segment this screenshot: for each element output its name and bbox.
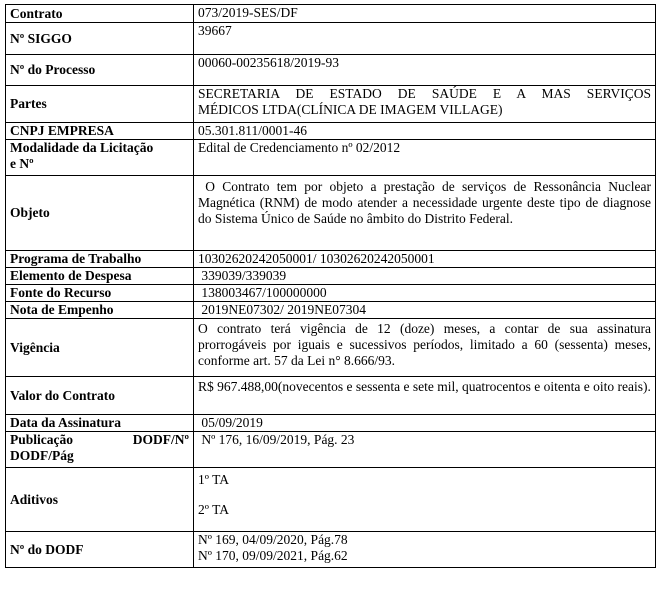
value-fonte: 138003467/100000000 — [194, 285, 656, 302]
label-programa: Programa de Trabalho — [6, 251, 194, 268]
row-publicacao — [6, 432, 656, 468]
label-modalidade — [6, 140, 194, 176]
modalidade-label-line-1: Modalidade da Licitação — [10, 140, 154, 155]
row-assinatura — [6, 415, 656, 432]
label-processo: Nº do Processo — [6, 55, 194, 86]
row-fonte — [6, 285, 656, 302]
label-siggo: Nº SIGGO — [6, 23, 194, 55]
label-empenho: Nota de Empenho — [6, 302, 194, 319]
label-partes: Partes — [6, 86, 194, 123]
value-dodf — [194, 532, 656, 568]
publicacao-label-line-1 — [10, 432, 189, 448]
row-cnpj — [6, 123, 656, 140]
label-assinatura: Data da Assinatura — [6, 415, 194, 432]
label-contrato: Contrato — [6, 5, 194, 23]
label-vigencia: Vigência — [6, 319, 194, 377]
row-elemento — [6, 268, 656, 285]
aditivo-1: 1º TA — [198, 472, 229, 487]
label-aditivos: Aditivos — [6, 468, 194, 532]
value-partes — [194, 86, 656, 123]
publicacao-label-word-2: DODF/Nº — [132, 432, 189, 447]
value-aditivos — [194, 468, 656, 532]
row-aditivos — [6, 468, 656, 532]
label-fonte: Fonte do Recurso — [6, 285, 194, 302]
row-siggo — [6, 23, 656, 55]
value-cnpj: 05.301.811/0001-46 — [194, 123, 656, 140]
row-vigencia — [6, 319, 656, 377]
label-valor: Valor do Contrato — [6, 377, 194, 415]
label-cnpj: CNPJ EMPRESA — [6, 123, 194, 140]
publicacao-label-word-1: Publicação — [10, 432, 73, 447]
value-elemento: 339039/339039 — [194, 268, 656, 285]
row-objeto — [6, 176, 656, 251]
row-dodf — [6, 532, 656, 568]
value-valor: R$ 967.488,00(novecentos e sessenta e sete mil, quatrocentos e oitenta e oito reais). — [194, 377, 656, 415]
label-objeto: Objeto — [6, 176, 194, 251]
aditivo-2: 2º TA — [198, 502, 229, 517]
partes-line-1: SECRETARIA DE ESTADO DE SAÚDE E A MAS SERVIÇOS — [198, 86, 651, 101]
label-publicacao — [6, 432, 194, 468]
value-vigencia: O contrato terá vigência de 12 (doze) meses, a contar de sua assinatura prorrogáveis por iguais e sucessivos períodos, limitado a 60 (sessenta) meses, conforme art. 57 da Lei n° 8.666/93. — [194, 319, 656, 377]
modalidade-label-line-2: e Nº — [10, 156, 34, 171]
value-publicacao: Nº 176, 16/09/2019, Pág. 23 — [194, 432, 656, 468]
label-dodf: Nº do DODF — [6, 532, 194, 568]
dodf-line-2: Nº 170, 09/09/2021, Pág.62 — [198, 548, 348, 563]
row-modalidade — [6, 140, 656, 176]
publicacao-label-line-2: DODF/Pág — [10, 448, 74, 463]
value-empenho: 2019NE07302/ 2019NE07304 — [194, 302, 656, 319]
dodf-line-1: Nº 169, 04/09/2020, Pág.78 — [198, 532, 348, 547]
row-programa — [6, 251, 656, 268]
value-siggo: 39667 — [194, 23, 656, 55]
value-modalidade: Edital de Credenciamento nº 02/2012 — [194, 140, 656, 176]
row-contrato — [6, 5, 656, 23]
row-valor — [6, 377, 656, 415]
value-assinatura: 05/09/2019 — [194, 415, 656, 432]
value-objeto: O Contrato tem por objeto a prestação de serviços de Ressonância Nuclear Magnética (RNM) de modo atender a necessidade urgente deste tipo de diagnose do Sistema Único de Saúde no âmbito do Distrito Federal. — [194, 176, 656, 251]
row-partes — [6, 86, 656, 123]
contract-table — [5, 4, 656, 568]
value-contrato: 073/2019-SES/DF — [194, 5, 656, 23]
value-programa: 10302620242050001/ 10302620242050001 — [194, 251, 656, 268]
row-empenho — [6, 302, 656, 319]
partes-line-2: MÉDICOS LTDA(CLÍNICA DE IMAGEM VILLAGE) — [198, 102, 503, 117]
row-processo — [6, 55, 656, 86]
label-elemento: Elemento de Despesa — [6, 268, 194, 285]
value-processo: 00060-00235618/2019-93 — [194, 55, 656, 86]
